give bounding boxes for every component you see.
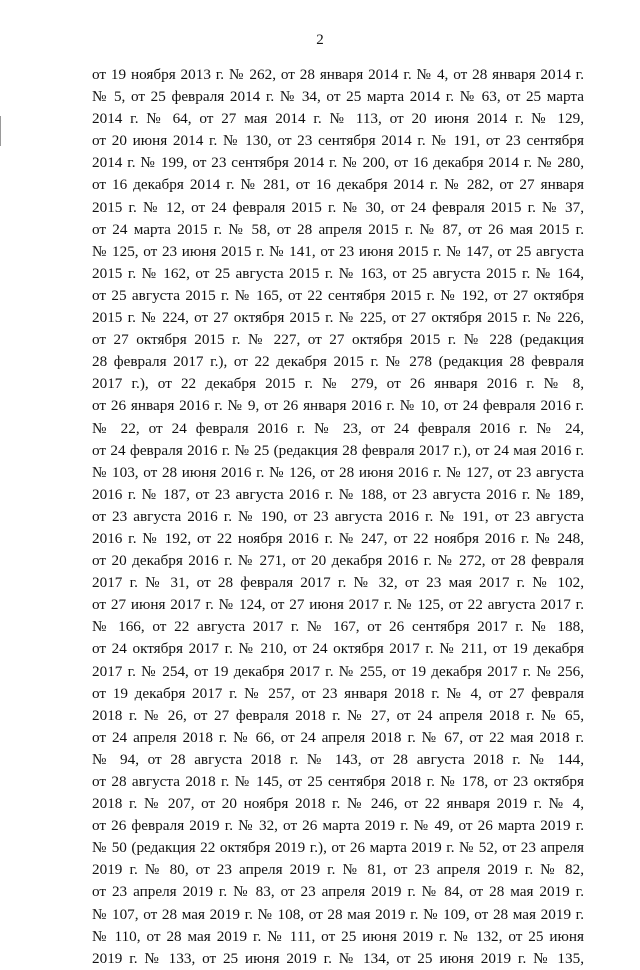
text-line: № 107, от 28 мая 2019 г. № 108, от 28 мая 2019 г. № 109, от 28 мая 2019 г. [92,905,584,923]
text-line: от 23 апреля 2019 г. № 83, от 23 апреля 2019 г. № 84, от 28 мая 2019 г. [92,883,584,901]
text-line: 2017 г.), от 22 декабря 2015 г. № 279, от 26 января 2016 г. № 8, [92,375,584,393]
text-line: от 27 июня 2017 г. № 124, от 27 июня 2017 г. № 125, от 22 августа 2017 г. [92,596,584,614]
text-line: 2017 г. № 31, от 28 февраля 2017 г. № 32, от 23 мая 2017 г. № 102, [92,574,584,592]
text-line: № 22, от 24 февраля 2016 г. № 23, от 24 февраля 2016 г. № 24, [92,419,584,437]
text-line: № 50 (редакция 22 октября 2019 г.), от 26 марта 2019 г. № 52, от 23 апреля [92,839,584,857]
page-number: 2 [316,32,324,48]
text-line: 2016 г. № 192, от 22 ноября 2016 г. № 247, от 22 ноября 2016 г. № 248, [92,529,584,547]
text-line: 2018 г. № 26, от 27 февраля 2018 г. № 27, от 24 апреля 2018 г. № 65, [92,706,584,724]
text-line: от 16 декабря 2014 г. № 281, от 16 декабря 2014 г. № 282, от 27 января [92,176,584,194]
text-line: 28 февраля 2017 г.), от 22 декабря 2015 г. № 278 (редакция 28 февраля [92,353,584,371]
text-line: 2019 г. № 133, от 25 июня 2019 г. № 134, от 25 июня 2019 г. № 135, [92,949,584,967]
text-line: от 28 августа 2018 г. № 145, от 25 сентября 2018 г. № 178, от 23 октября [92,773,584,790]
text-line: от 25 августа 2015 г. № 165, от 22 сентября 2015 г. № 192, от 27 октября [92,286,584,304]
text-line: 2018 г. № 207, от 20 ноября 2018 г. № 246, от 22 января 2019 г. № 4, [92,795,584,813]
text-line: от 20 июня 2014 г. № 130, от 23 сентября 2014 г. № 191, от 23 сентября [92,132,584,150]
text-line: от 27 октября 2015 г. № 227, от 27 октября 2015 г. № 228 (редакция [92,331,584,349]
text-line: от 19 декабря 2017 г. № 257, от 23 января 2018 г. № 4, от 27 февраля [92,684,584,702]
text-line: от 26 февраля 2019 г. № 32, от 26 марта 2019 г. № 49, от 26 марта 2019 г. [92,817,584,835]
text-line: 2014 г. № 64, от 27 мая 2014 г. № 113, от 20 июня 2014 г. № 129, [92,110,584,128]
text-line: от 24 апреля 2018 г. № 66, от 24 апреля 2018 г. № 67, от 22 мая 2018 г. [92,728,584,746]
text-line: 2015 г. № 162, от 25 августа 2015 г. № 163, от 25 августа 2015 г. № 164, [92,264,584,282]
text-line: от 24 марта 2015 г. № 58, от 28 апреля 2015 г. № 87, от 26 мая 2015 г. [92,220,584,238]
text-line: 2014 г. № 199, от 23 сентября 2014 г. № 200, от 16 декабря 2014 г. № 280, [92,154,584,172]
text-line: от 24 февраля 2016 г. № 25 (редакция 28 февраля 2017 г.), от 24 мая 2016 г. [92,441,584,459]
text-line: от 26 января 2016 г. № 9, от 26 января 2016 г. № 10, от 24 февраля 2016 г. [92,397,584,415]
text-line: 2015 г. № 12, от 24 февраля 2015 г. № 30, от 24 февраля 2015 г. № 37, [92,198,584,216]
text-line: № 94, от 28 августа 2018 г. № 143, от 28 августа 2018 г. № 144, [92,750,584,768]
text-line: № 125, от 23 июня 2015 г. № 141, от 23 июня 2015 г. № 147, от 25 августа [92,242,584,260]
text-line: № 5, от 25 февраля 2014 г. № 34, от 25 марта 2014 г. № 63, от 25 марта [92,88,584,106]
margin-mark [0,116,1,146]
text-line: 2016 г. № 187, от 23 августа 2016 г. № 188, от 23 августа 2016 г. № 189, [92,485,584,503]
text-line: 2017 г. № 254, от 19 декабря 2017 г. № 255, от 19 декабря 2017 г. № 256, [92,662,584,680]
text-line: от 20 декабря 2016 г. № 271, от 20 декабря 2016 г. № 272, от 28 февраля [92,552,584,570]
text-line: № 110, от 28 мая 2019 г. № 111, от 25 июня 2019 г. № 132, от 25 июня [92,927,584,945]
text-line: от 19 ноября 2013 г. № 262, от 28 января 2014 г. № 4, от 28 января 2014 г. [92,66,584,83]
text-line: от 23 августа 2016 г. № 190, от 23 августа 2016 г. № 191, от 23 августа [92,507,584,525]
text-line: № 166, от 22 августа 2017 г. № 167, от 26 сентября 2017 г. № 188, [92,618,584,636]
text-line: № 103, от 28 июня 2016 г. № 126, от 28 июня 2016 г. № 127, от 23 августа [92,463,584,481]
text-line: от 24 октября 2017 г. № 210, от 24 октября 2017 г. № 211, от 19 декабря [92,640,584,658]
text-line: 2019 г. № 80, от 23 апреля 2019 г. № 81, от 23 апреля 2019 г. № 82, [92,861,584,879]
text-line: 2015 г. № 224, от 27 октября 2015 г. № 225, от 27 октября 2015 г. № 226, [92,309,584,327]
body-text [92,64,584,970]
